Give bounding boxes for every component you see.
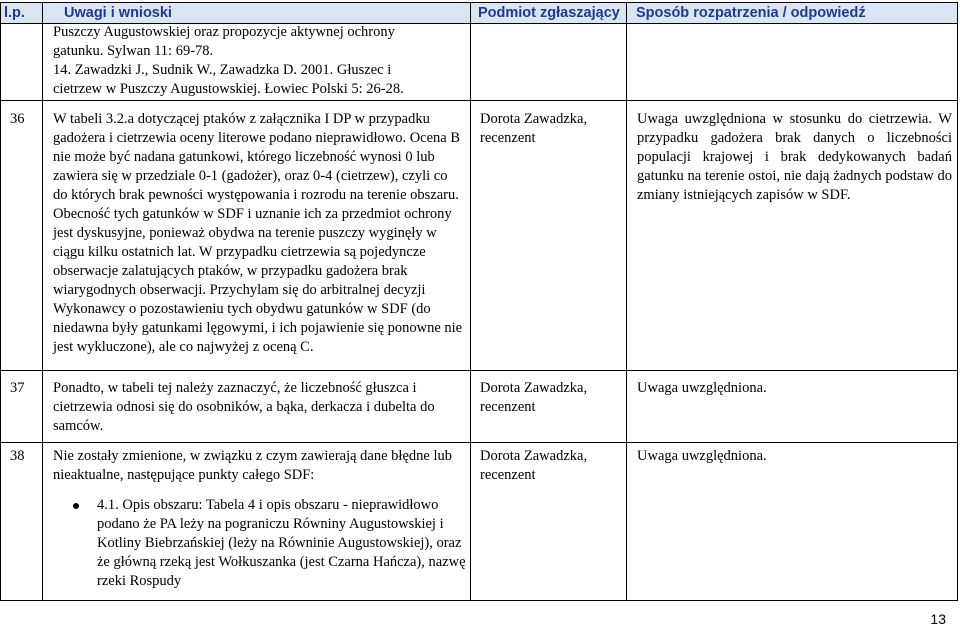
continuation-line: cietrzew w Puszczy Augustowskiej. Łowiec Polski 5: 26-28. bbox=[53, 81, 404, 97]
bullet-icon bbox=[73, 503, 79, 509]
header-podmiot: Podmiot zgłaszający bbox=[478, 5, 620, 21]
row-response: Uwaga uwzględniona. bbox=[637, 380, 767, 396]
continuation-line: Puszczy Augustowskiej oraz propozycje aktywnej ochrony bbox=[53, 24, 395, 40]
row-number: 37 bbox=[10, 380, 25, 396]
grid-line bbox=[0, 2, 1, 601]
row-divider bbox=[0, 442, 958, 443]
row-response: Uwaga uwzględniona w stosunku do cietrzewia. W przypadku gadożera brak danych o liczebności populacji krajowej i brak dedykowanych badań gatunku na terenie ostoi, nie dają żadnych podstaw do zmiany istniejących zapisów w SDF. bbox=[637, 111, 952, 203]
grid-line bbox=[470, 2, 471, 601]
header-uwagi: Uwagi i wnioski bbox=[64, 5, 172, 21]
header-sposob: Sposób rozpatrzenia / odpowiedź bbox=[636, 5, 866, 21]
table-header bbox=[0, 2, 957, 24]
row-comment: W tabeli 3.2.a dotyczącej ptaków z załącznika I DP w przypadku gadożera i cietrzewia oceny literowe podano nieprawidłowo. Ocena B nie może być nadana gatunkowi, którego liczebność wynosi 0 lub zawiera się w przedziale 0-1 (gadożer), oraz 0-4 (cietrzew), czyli co do których brak pewności występowania i rozrodu na terenie obszaru. Obecność tych gatunków w SDF i uznanie ich za przedmiot ochrony jest dyskusyjne, ponieważ obydwa na terenie puszczy wyginęły w ciągu kilku ostatnich lat. W przypadku cietrzewia są pojedyncze obserwacje zalatujących ptaków, w przypadku gadożera brak wiarygodnych obserwacji. Przychylam się do arbitralnej decyzji Wykonawcy o pozostawieniu tych obydwu gatunków w SDF (do niedawna były gatunkami lęgowymi, i ich pojawienie się ponowne nie jest wykluczone), ale co najwyżej z oceną C. bbox=[53, 111, 463, 355]
row-number: 36 bbox=[10, 111, 25, 127]
row-response: Uwaga uwzględniona. bbox=[637, 448, 767, 464]
row-submitter: Dorota Zawadzka, recenzent bbox=[480, 448, 588, 483]
header-lp: l.p. bbox=[4, 5, 25, 21]
row-number: 38 bbox=[10, 448, 25, 464]
row-divider bbox=[0, 370, 958, 371]
row-comment: Ponadto, w tabeli tej należy zaznaczyć, że liczebność głuszca i cietrzewia odnosi się do osobników, a bąka, derkacza i dubelta do samców. bbox=[53, 380, 435, 434]
row-submitter: Dorota Zawadzka, recenzent bbox=[480, 380, 588, 415]
list-item-text: 4.1. Opis obszaru: Tabela 4 i opis obszaru - nieprawidłowo podano że PA leży na pograniczu Równiny Augustowskiej i Kotliny Biebrzańskiej (leży na Równinie Augustowskiej), oraz że główną rzeką jest Wołkuszanka (jest Czarna Hańcza), nazwę rzeki Rospudy bbox=[97, 497, 466, 589]
row-submitter: Dorota Zawadzka, recenzent bbox=[480, 111, 588, 146]
row-comment: Nie zostały zmienione, w związku z czym zawierają dane błędne lub nieaktualne, następujące punkty całego SDF: bbox=[53, 448, 452, 483]
page-number: 13 bbox=[930, 611, 946, 627]
continuation-line: gatunku. Sylwan 11: 69-78. bbox=[53, 43, 214, 59]
grid-line bbox=[626, 2, 627, 601]
row-divider bbox=[0, 600, 958, 601]
continuation-line: 14. Zawadzki J., Sudnik W., Zawadzka D. 2001. Głuszec i bbox=[53, 62, 392, 78]
grid-line bbox=[42, 2, 43, 601]
list-item bbox=[97, 496, 467, 591]
row-divider bbox=[0, 100, 958, 101]
continuation-text bbox=[53, 23, 465, 99]
bullet-list bbox=[97, 496, 467, 591]
grid-line bbox=[957, 2, 958, 601]
